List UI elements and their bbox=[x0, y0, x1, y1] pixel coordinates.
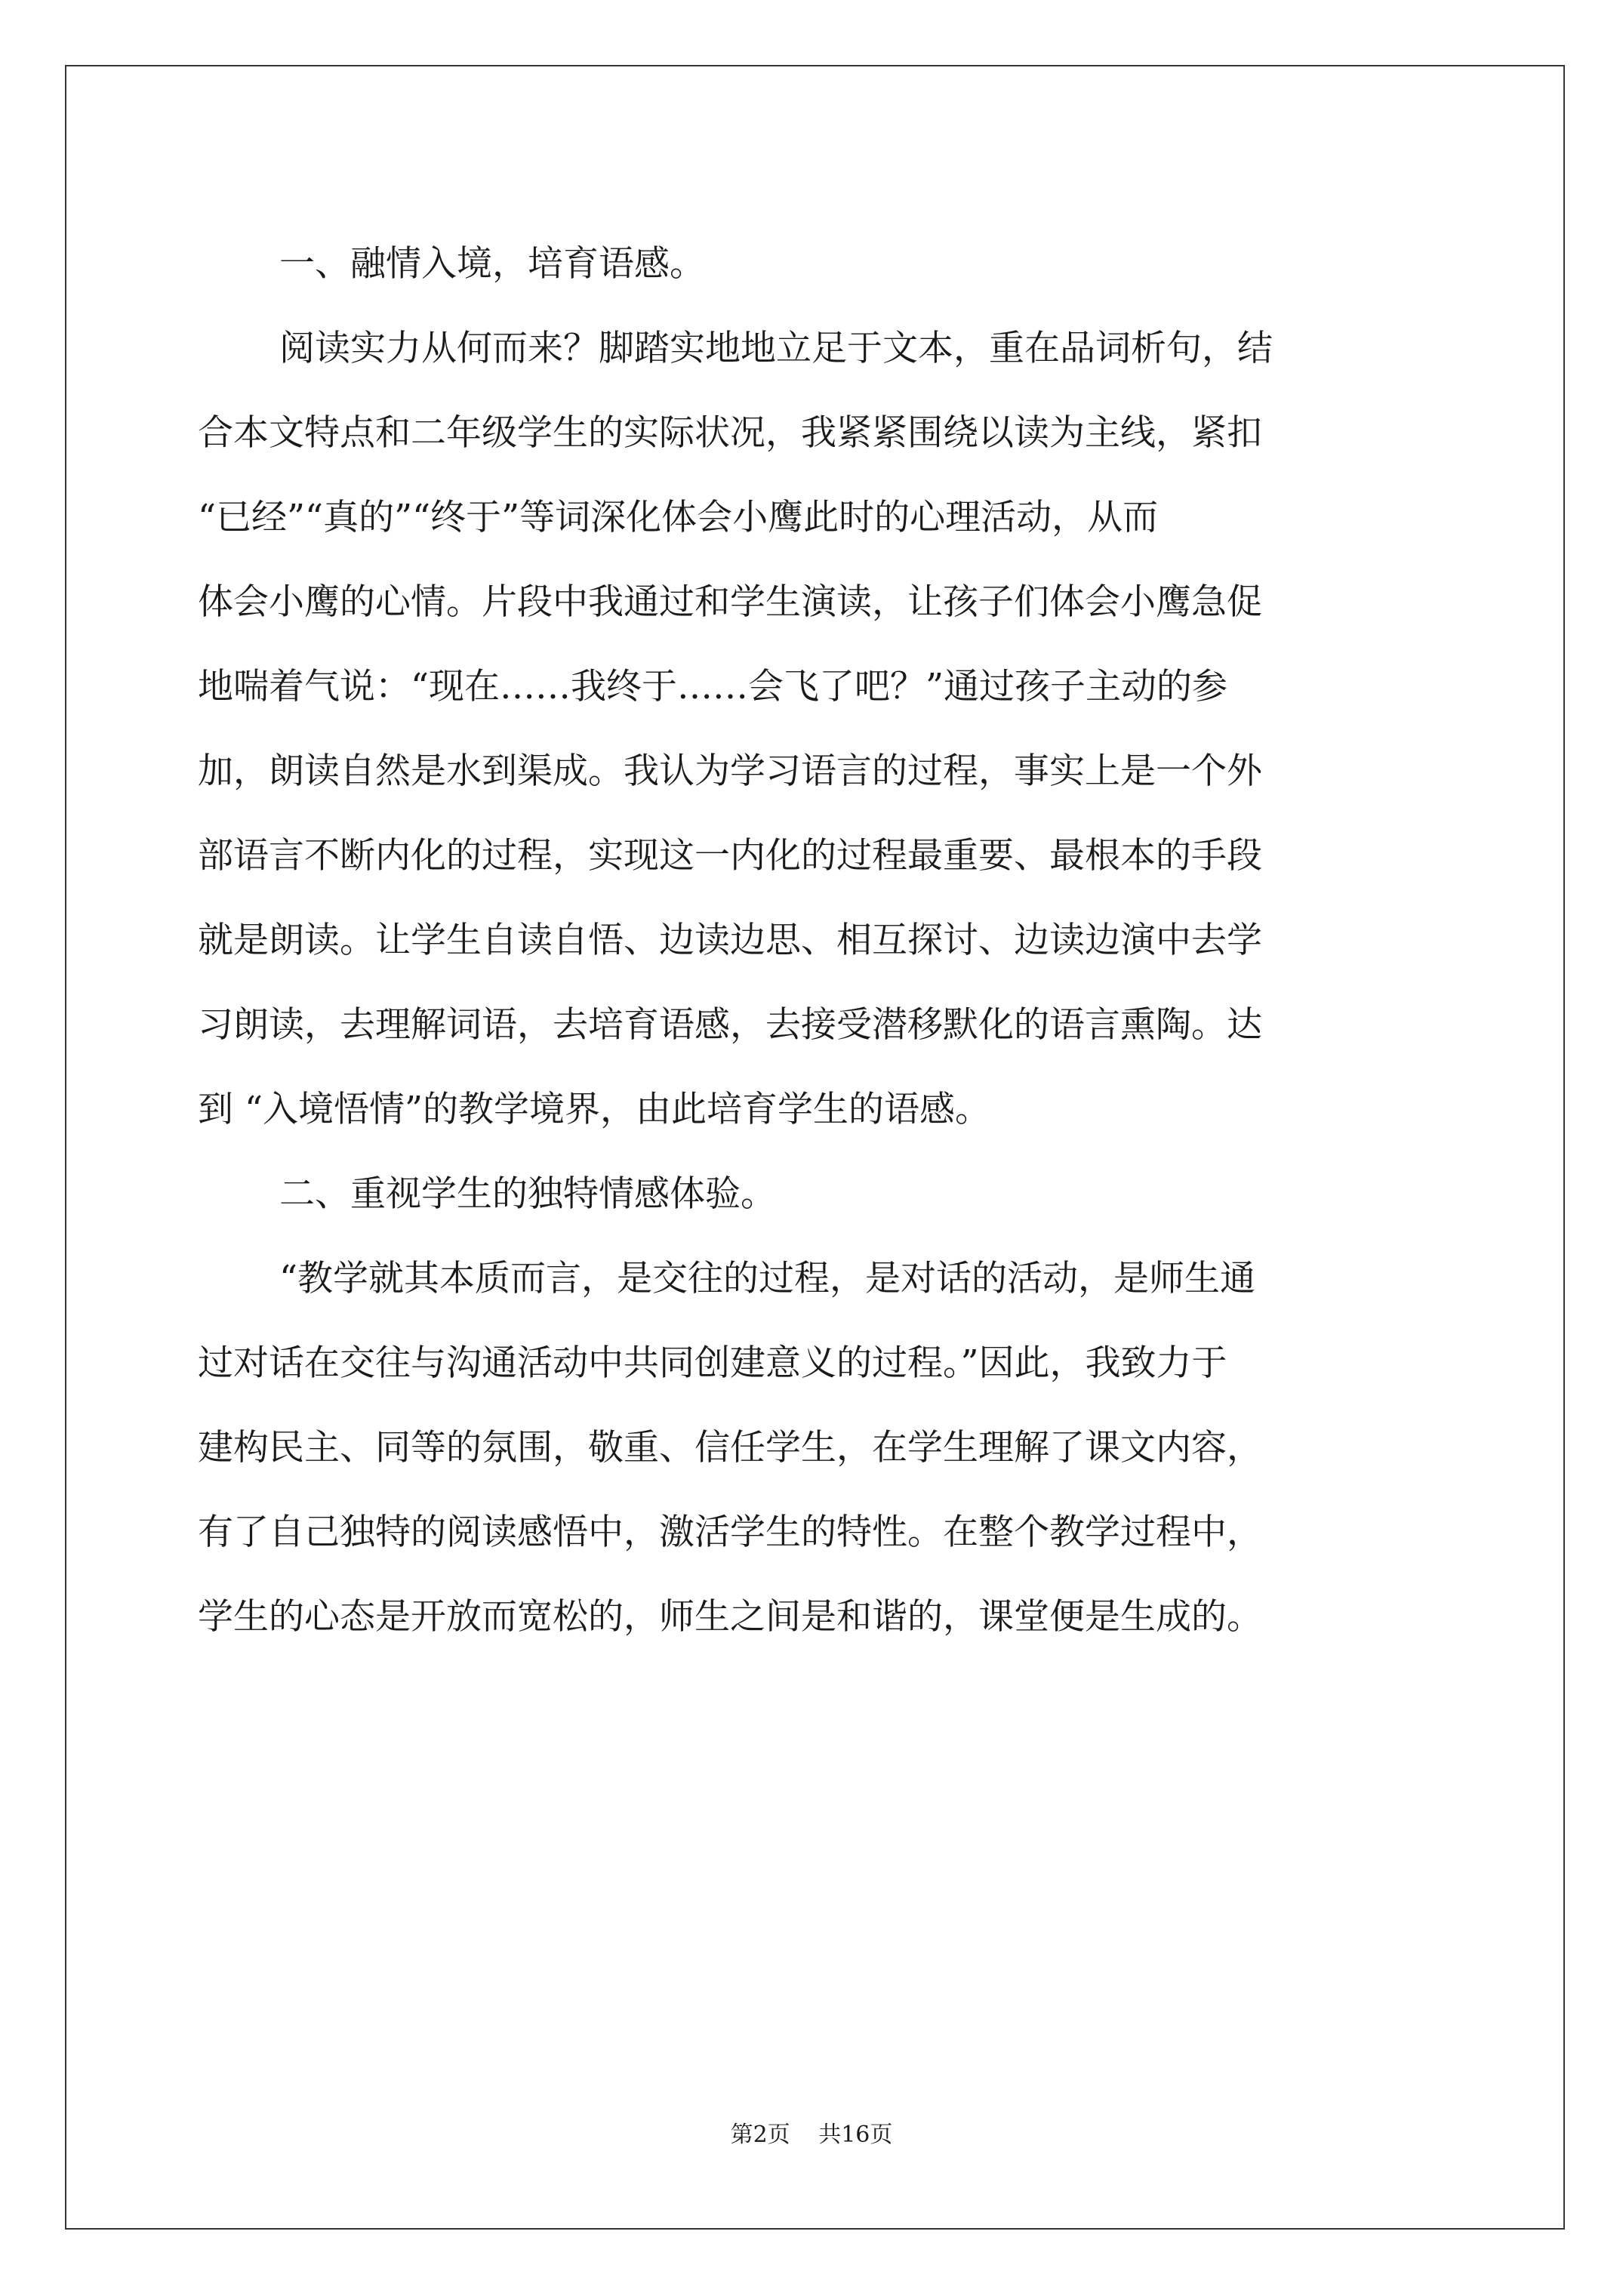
page-number: 第2页 bbox=[730, 2122, 790, 2148]
text-line: 一、融情入境，培育语感。 bbox=[279, 243, 705, 285]
text-line: 有了自己独特的阅读感悟中，激活学生的特性。在整个教学过程中， bbox=[198, 1512, 1262, 1553]
text-line: “教学就其本质而言，是交往的过程，是对话的活动，是师生通 bbox=[279, 1258, 1256, 1299]
text-line: 体会小鹰的心情。片段中我通过和学生演读，让孩子们体会小鹰急促 bbox=[198, 581, 1262, 623]
heading-1 bbox=[198, 222, 1436, 307]
text-line: 建构民主、同等的氛围，敬重、信任学生，在学生理解了课文内容， bbox=[198, 1427, 1262, 1469]
document-body bbox=[198, 222, 1436, 1660]
text-line: 习朗读，去理解词语，去培育语感，去接受潜移默化的语言熏陶。达 bbox=[198, 1004, 1262, 1046]
text-line: 二、重视学生的独特情感体验。 bbox=[279, 1173, 776, 1215]
page-total: 共16页 bbox=[818, 2122, 893, 2148]
text-line: 合本文特点和二年级学生的实际状况，我紧紧围绕以读为主线，紧扣 bbox=[198, 412, 1262, 454]
paragraph-1 bbox=[198, 307, 1436, 1152]
page-footer bbox=[0, 2116, 1623, 2149]
text-line: 学生的心态是开放而宽松的，师生之间是和谐的，课堂便是生成的。 bbox=[198, 1596, 1262, 1638]
text-line: 过对话在交往与沟通活动中共同创建意义的过程。”因此，我致力于 bbox=[198, 1342, 1227, 1384]
text-line: 加，朗读自然是水到渠成。我认为学习语言的过程，事实上是一个外 bbox=[198, 750, 1262, 792]
text-line: 部语言不断内化的过程，实现这一内化的过程最重要、最根本的手段 bbox=[198, 835, 1262, 877]
text-line: 到 “入境悟情”的教学境界，由此培育学生的语感。 bbox=[198, 1089, 990, 1130]
paragraph-2 bbox=[198, 1237, 1436, 1660]
text-line: 就是朗读。让学生自读自悟、边读边思、相互探讨、边读边演中去学 bbox=[198, 920, 1262, 961]
text-line: 阅读实力从何而来？脚踏实地地立足于文本，重在品词析句，结 bbox=[279, 328, 1273, 369]
text-line: 地喘着气说：“现在……我终于……会飞了吧？”通过孩子主动的参 bbox=[198, 666, 1228, 707]
text-line: “已经”“真的”“终于”等词深化体会小鹰此时的心理活动，从而 bbox=[198, 497, 1159, 538]
heading-2 bbox=[198, 1152, 1436, 1237]
